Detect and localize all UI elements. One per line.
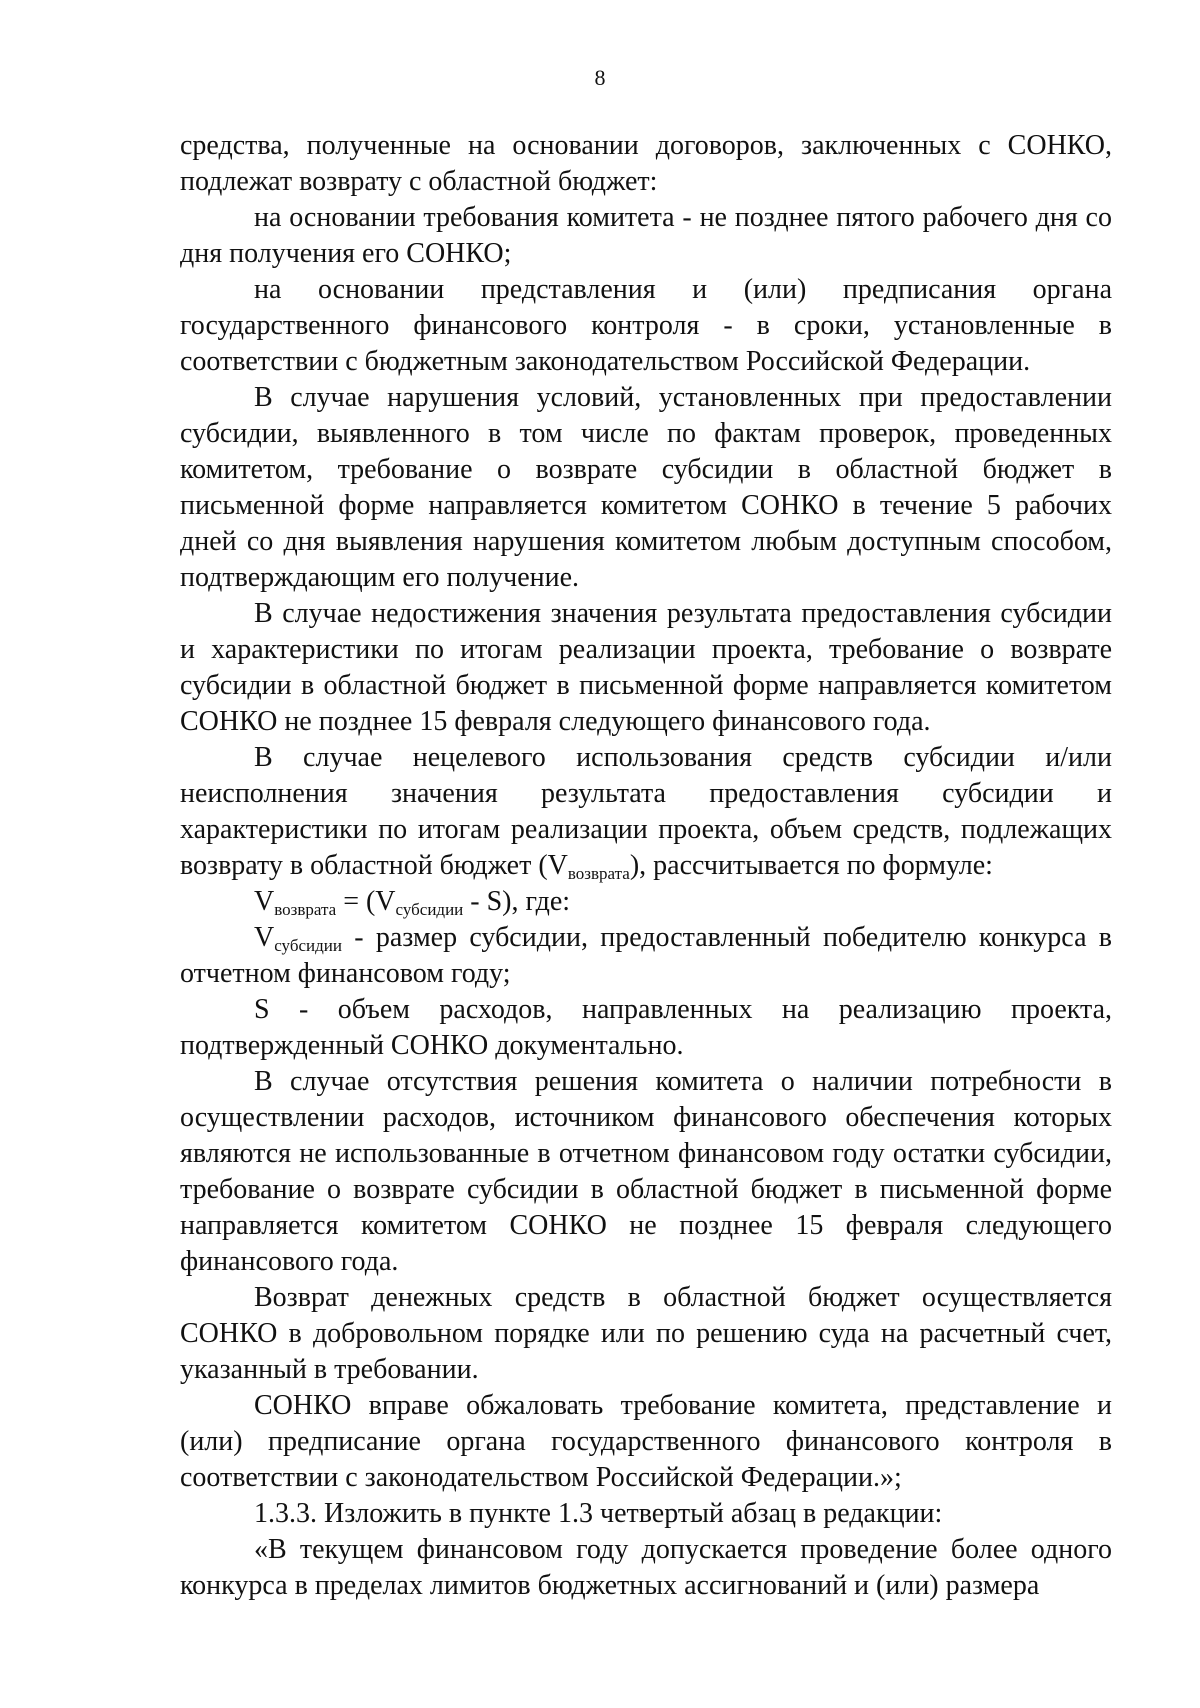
paragraph-violation-conditions: В случае нарушения условий, установленных при предоставлении субсидии, выявленного в том числе по фактам проверок, проведенных комитетом, требование о возврате субсидии в областной бюджет в письменной форме направляется комитетом СОНКО в течение 5 рабочих дней со дня выявления нарушения комитетом любым доступным способом, подтверждающим его получение. <box>180 382 1112 593</box>
paragraph-committee-demand: на основании требования комитета - не позднее пятого рабочего дня со дня получения его СОНКО; <box>180 202 1112 269</box>
document-body <box>180 128 1112 1604</box>
paragraph-financial-control: на основании представления и (или) предписания органа государственного финансового контроля - в сроки, установленные в соответствии с бюджетным законодательством Российской Федерации. <box>180 274 1112 377</box>
closing-paren: ) <box>629 850 640 881</box>
def-sub-subsidy: субсидии <box>274 936 342 955</box>
misuse-text-end: , рассчитывается по формуле: <box>639 850 993 881</box>
formula-line <box>180 884 1112 920</box>
paragraph-item-1-3-3: 1.3.3. Изложить в пункте 1.3 четвертый абзац в редакции: <box>254 1498 943 1529</box>
def-v-subsidy-text: - размер субсидии, предоставленный победителю конкурса в отчетном финансовом году; <box>180 922 1112 989</box>
page-number: 8 <box>594 65 606 90</box>
formula-sub-subsidy: субсидии <box>395 900 464 919</box>
def-v-symbol: V <box>254 922 275 953</box>
formula-sub-return: возврата <box>274 900 337 919</box>
paragraph-no-decision: В случае отсутствия решения комитета о наличии потребности в осуществлении расходов, источником финансового обеспечения которых являются не использованные в отчетном финансовом году остатки субсидии, требование о возврате субсидии в областной бюджет в письменной форме направляется комитетом СОНКО не позднее 15 февраля следующего финансового года. <box>180 1066 1112 1277</box>
paragraph-continuation: средства, полученные на основании договоров, заключенных с СОНКО, подлежат возврату с областной бюджет: <box>180 130 1112 197</box>
misuse-text: В случае нецелевого использования средств субсидии и/или неисполнения значения результата предоставления субсидии и характеристики по итогам реализации проекта, объем средств, подлежащих возврату в областной бюджет (V <box>180 742 1112 881</box>
paragraph-misuse-formula-intro <box>180 740 1112 884</box>
paragraph-return-funds: Возврат денежных средств в областной бюджет осуществляется СОНКО в добровольном порядке или по решению суда на расчетный счет, указанный в требовании. <box>180 1282 1112 1385</box>
paragraph-result-not-achieved: В случае недостижения значения результата предоставления субсидии и характеристики по итогам реализации проекта, требование о возврате субсидии в областной бюджет в письменной форме направляется комитетом СОНКО не позднее 15 февраля следующего финансового года. <box>180 598 1112 737</box>
formula-v-return: V <box>254 886 275 917</box>
definition-s: S - объем расходов, направленных на реализацию проекта, подтвержденный СОНКО документально. <box>180 994 1112 1061</box>
formula-eq-end: - S), где: <box>463 886 571 917</box>
formula-eq-mid: = (V <box>336 886 396 917</box>
paragraph-appeal: СОНКО вправе обжаловать требование комитета, представление и (или) предписание органа государственного финансового контроля в соответствии с законодательством Российской Федерации.»; <box>180 1390 1112 1493</box>
subscript-return: возврата <box>567 864 630 883</box>
definition-v-subsidy <box>180 920 1112 992</box>
paragraph-new-wording: «В текущем финансовом году допускается проведение более одного конкурса в пределах лимитов бюджетных ассигнований и (или) размера <box>180 1534 1112 1601</box>
